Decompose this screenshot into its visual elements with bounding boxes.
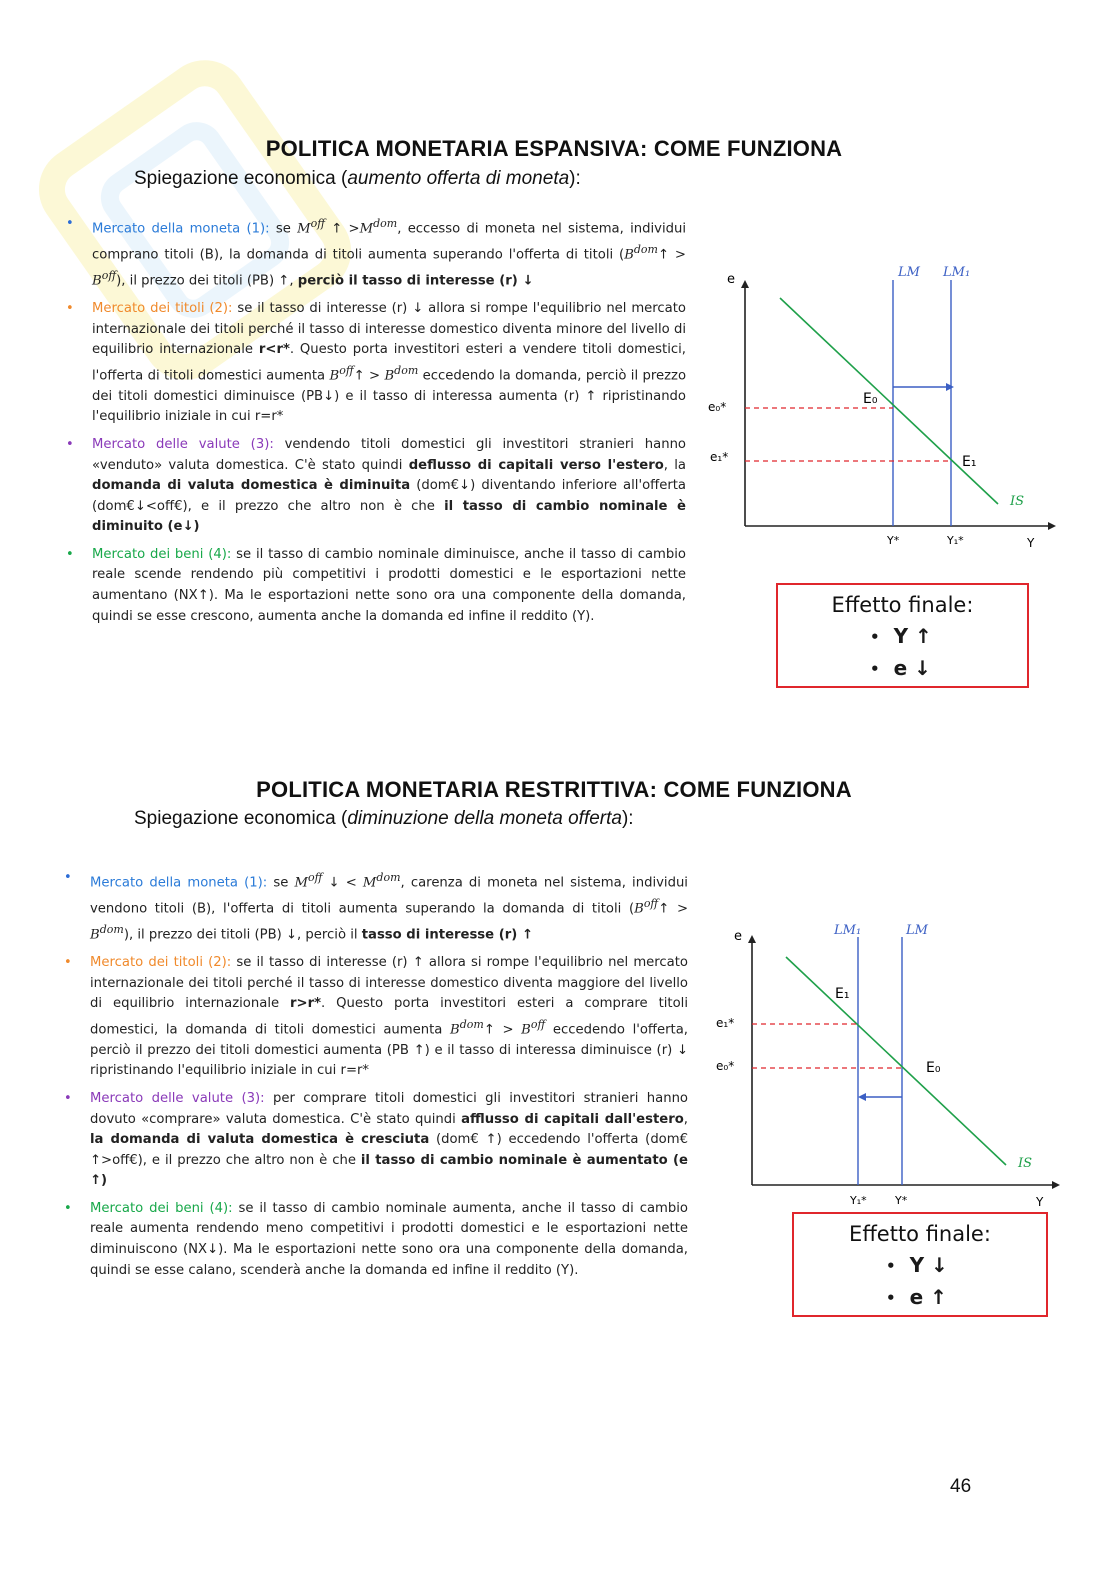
- is-curve: [786, 957, 1006, 1165]
- section1-bullet-bond-market: • Mercato dei titoli (2): se il tasso di interesse (r) ↓ allora si rompe l'equilibrio nel mercato internazionale dei titoli perché il tasso di interesse domestico diventa minore del livello di equilibrio internazionale r<r*. Questo porta investitori esteri a vendere titoli domestici, l'offerta di titoli domestici aumenta $B^{off}↑ > B^{dom}$ eccedendo la domanda, perciò il prezzo dei titoli domestici diminuisce (PB↓) e il tasso di interessa aumenta (r) ↑ ripristinando l'equilibrio iniziale in cui r=r*: [92, 299, 686, 428]
- x-axis-label: Y: [1036, 1195, 1044, 1209]
- e1-point-label: E₁: [835, 986, 850, 1002]
- section2-bullet-money-market: • Mercato della moneta (1): se $M^{off}$ ↓ < $M^{dom}$, carenza di moneta nel sistema, individui vendono titoli (B), l'offerta di titoli aumenta superando la domanda di titoli $(B^{off}↑ > B^{dom})$, il prezzo dei titoli (PB) ↓, perciò il tasso di interesse (r) ↑: [90, 868, 688, 946]
- e0-tick-label: e₀*: [716, 1059, 735, 1073]
- section2-bullet-goods-market: • Mercato dei beni (4): se il tasso di cambio nominale aumenta, anche il tasso di cambio reale aumenta rendendo meno competitivi i prodotti domestici e le esportazioni nette diminuiscono (NX↓). Ma le esportazioni nette sono ora una componente della domanda, quindi se esse calano, scenderà anche la domanda ed infine il reddito (Y).: [90, 1199, 688, 1281]
- e1-tick-label: e₁*: [710, 450, 729, 464]
- section1-bullet-goods-market: • Mercato dei beni (4): se il tasso di cambio nominale diminuisce, anche il tasso di cambio reale scende rendendo più competitivi i prodotti domestici e le esportazioni nette aumentano (NX↑). Ma le esportazioni nette sono ora una componente della domanda, quindi se esse crescono, aumenta anche la domanda ed infine il reddito (Y).: [92, 545, 686, 627]
- y-axis-label: e: [734, 929, 742, 944]
- section2-bullet-list: [90, 868, 688, 1288]
- lm1-label: LM₁: [834, 923, 862, 938]
- section2-bullet-currency-market: • Mercato delle valute (3): per comprare titoli domestici gli investitori stranieri hanno dovuto «comprare» valuta domestica. C'è stato quindi afflusso di capitali dall'estero, la domanda di valuta domestica è cresciuta (dom€ ↑) eccedendo l'offerta (dom€ ↑>off€), e il prezzo che altro non è che il tasso di cambio nominale è aumentato (e ↑): [90, 1089, 688, 1192]
- is-curve: [780, 298, 998, 504]
- lm-label: LM: [898, 265, 920, 280]
- page-number: 46: [950, 1476, 972, 1497]
- effect-item-exchange-rate: • e ↓: [870, 656, 931, 680]
- y1-star-tick-label: Y₁*: [850, 1194, 867, 1207]
- effect-item-income: • Y ↑: [870, 624, 932, 648]
- section2-effect-box: [792, 1212, 1048, 1317]
- x-axis-arrow: [1052, 1181, 1060, 1189]
- section1-effect-box: [776, 583, 1029, 688]
- effect-header: Effetto finale:: [849, 1222, 991, 1246]
- is-label: IS: [1010, 494, 1025, 509]
- section2-subtitle: Spiegazione economica (diminuzione della moneta offerta):: [134, 808, 634, 829]
- e0-point-label: E₀: [926, 1060, 941, 1076]
- e0-tick-label: e₀*: [708, 400, 727, 414]
- is-label: IS: [1018, 1156, 1033, 1171]
- x-axis-label: Y: [1027, 536, 1035, 550]
- section1-title: POLITICA MONETARIA ESPANSIVA: COME FUNZIONA: [265, 136, 843, 161]
- lm-label: LM: [906, 923, 928, 938]
- section1-bullet-money-market: • Mercato della moneta (1): se $M^{off}$ ↑ $>M^{dom}$, eccesso di moneta nel sistema, individui comprano titoli (B), la domanda di titoli aumenta superando l'offerta di titoli $(B^{dom}↑ > B^{off})$, il prezzo dei titoli (PB) ↑, perciò il tasso di interesse (r) ↓: [92, 214, 686, 292]
- y-star-tick-label: Y*: [895, 1194, 908, 1207]
- effect-item-income: • Y ↓: [886, 1253, 948, 1277]
- section1-bullet-list: [92, 214, 686, 634]
- y1-star-tick-label: Y₁*: [947, 534, 964, 547]
- y-axis-label: e: [727, 272, 735, 287]
- section1-islm-chart: [700, 258, 1060, 558]
- section1-subtitle: Spiegazione economica (aumento offerta di moneta):: [134, 168, 581, 189]
- section2-islm-chart: [704, 915, 1064, 1215]
- section1-bullet-currency-market: • Mercato delle valute (3): vendendo titoli domestici gli investitori stranieri hanno «venduto» valuta domestica. C'è stato quindi deflusso di capitali verso l'estero, la domanda di valuta domestica è diminuita (dom€↓) diventando inferiore all'offerta (dom€↓<off€), e il prezzo che altro non è che il tasso di cambio nominale è diminuito (e↓): [92, 435, 686, 538]
- section2-bullet-bond-market: • Mercato dei titoli (2): se il tasso di interesse (r) ↑ allora si rompe l'equilibrio nel mercato internazionale dei titoli perché il tasso di interesse domestico diventa maggiore del livello di equilibrio internazionale r>r*. Questo porta investitori esteri a comprare titoli domestici, la domanda di titoli domestici aumenta $B^{dom}↑ > B^{off}$ eccedendo l'offerta, perciò il prezzo dei titoli domestici aumenta (PB ↑) e il tasso di interessa diminuisce (r) ↓ ripristinando l'equilibrio iniziale in cui r=r*: [90, 953, 688, 1082]
- y-axis-arrow: [748, 935, 756, 943]
- effect-header: Effetto finale:: [831, 593, 974, 617]
- lm1-label: LM₁: [943, 265, 971, 280]
- e1-point-label: E₁: [962, 454, 977, 470]
- section2-title: POLITICA MONETARIA RESTRITTIVA: COME FUNZIONA: [256, 777, 852, 802]
- y-axis-arrow: [741, 280, 749, 288]
- e0-point-label: E₀: [863, 391, 878, 407]
- y-star-tick-label: Y*: [887, 534, 900, 547]
- shift-arrowhead: [946, 383, 954, 391]
- shift-arrowhead: [858, 1093, 866, 1101]
- e1-tick-label: e₁*: [716, 1016, 735, 1030]
- effect-item-exchange-rate: • e ↑: [886, 1285, 947, 1309]
- x-axis-arrow: [1048, 522, 1056, 530]
